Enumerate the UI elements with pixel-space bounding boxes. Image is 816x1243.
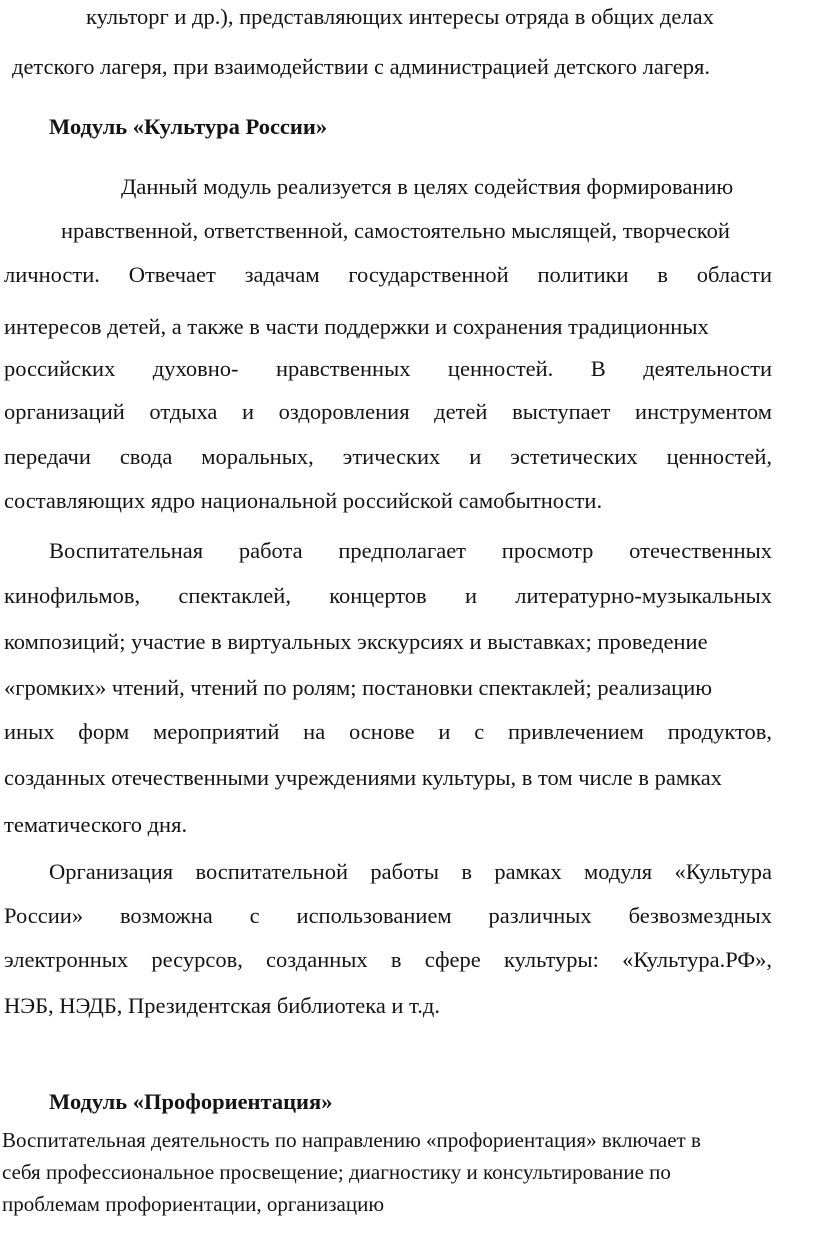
career-p-line-1: Воспитательная деятельность по направлению «профориентация» включает в bbox=[2, 1128, 701, 1152]
intro-line-1: культорг и др.), представляющих интересы отряда в общих делах bbox=[86, 4, 714, 29]
culture-p2-line-4: «громких» чтений, чтений по ролям; постановки спектаклей; реализацию bbox=[4, 675, 713, 700]
culture-p1-line-4: интересов детей, а также в части поддержки и сохранения традиционных bbox=[4, 314, 709, 339]
culture-p1-line-6: организаций отдыха и оздоровления детей выступает инструментом bbox=[4, 399, 772, 424]
culture-p3-line-3: электронных ресурсов, созданных в сфере культуры: «Культура.РФ», bbox=[4, 947, 772, 972]
culture-p2-line-2: кинофильмов, спектаклей, концертов и литературно-музыкальных bbox=[4, 583, 772, 608]
culture-p2-line-6: созданных отечественными учреждениями культуры, в том числе в рамках bbox=[4, 765, 722, 790]
career-p-line-2: себя профессиональное просвещение; диагностику и консультирование по bbox=[2, 1160, 671, 1184]
section-heading-career: Модуль «Профориентация» bbox=[49, 1089, 333, 1114]
career-p-line-3: проблемам профориентации, организацию bbox=[2, 1192, 385, 1216]
culture-p3-line-2: России» возможна с использованием различных безвозмездных bbox=[4, 903, 772, 928]
intro-line-2: детского лагеря, при взаимодействии с администрацией детского лагеря. bbox=[12, 54, 710, 79]
culture-p1-line-2: нравственной, ответственной, самостоятельно мыслящей, творческой bbox=[61, 218, 730, 243]
culture-p2-line-7: тематического дня. bbox=[4, 812, 188, 837]
culture-p3-line-1: Организация воспитательной работы в рамках модуля «Культура bbox=[49, 859, 772, 884]
culture-p1-line-1: Данный модуль реализуется в целях содействия формированию bbox=[121, 174, 734, 199]
culture-p2-line-1: Воспитательная работа предполагает просмотр отечественных bbox=[49, 538, 772, 563]
culture-p1-line-3: личности. Отвечает задачам государственной политики в области bbox=[4, 262, 772, 287]
culture-p1-line-5: российских духовно- нравственных ценностей. В деятельности bbox=[4, 356, 772, 381]
culture-p1-line-8: составляющих ядро национальной российской самобытности. bbox=[4, 488, 603, 513]
culture-p3-line-4: НЭБ, НЭДБ, Президентская библиотека и т.д. bbox=[4, 993, 440, 1018]
culture-p2-line-5: иных форм мероприятий на основе и с привлечением продуктов, bbox=[4, 719, 772, 744]
section-heading-culture: Модуль «Культура России» bbox=[49, 114, 328, 139]
culture-p1-line-7: передачи свода моральных, этических и эстетических ценностей, bbox=[4, 444, 772, 469]
culture-p2-line-3: композиций; участие в виртуальных экскурсиях и выставках; проведение bbox=[4, 629, 708, 654]
